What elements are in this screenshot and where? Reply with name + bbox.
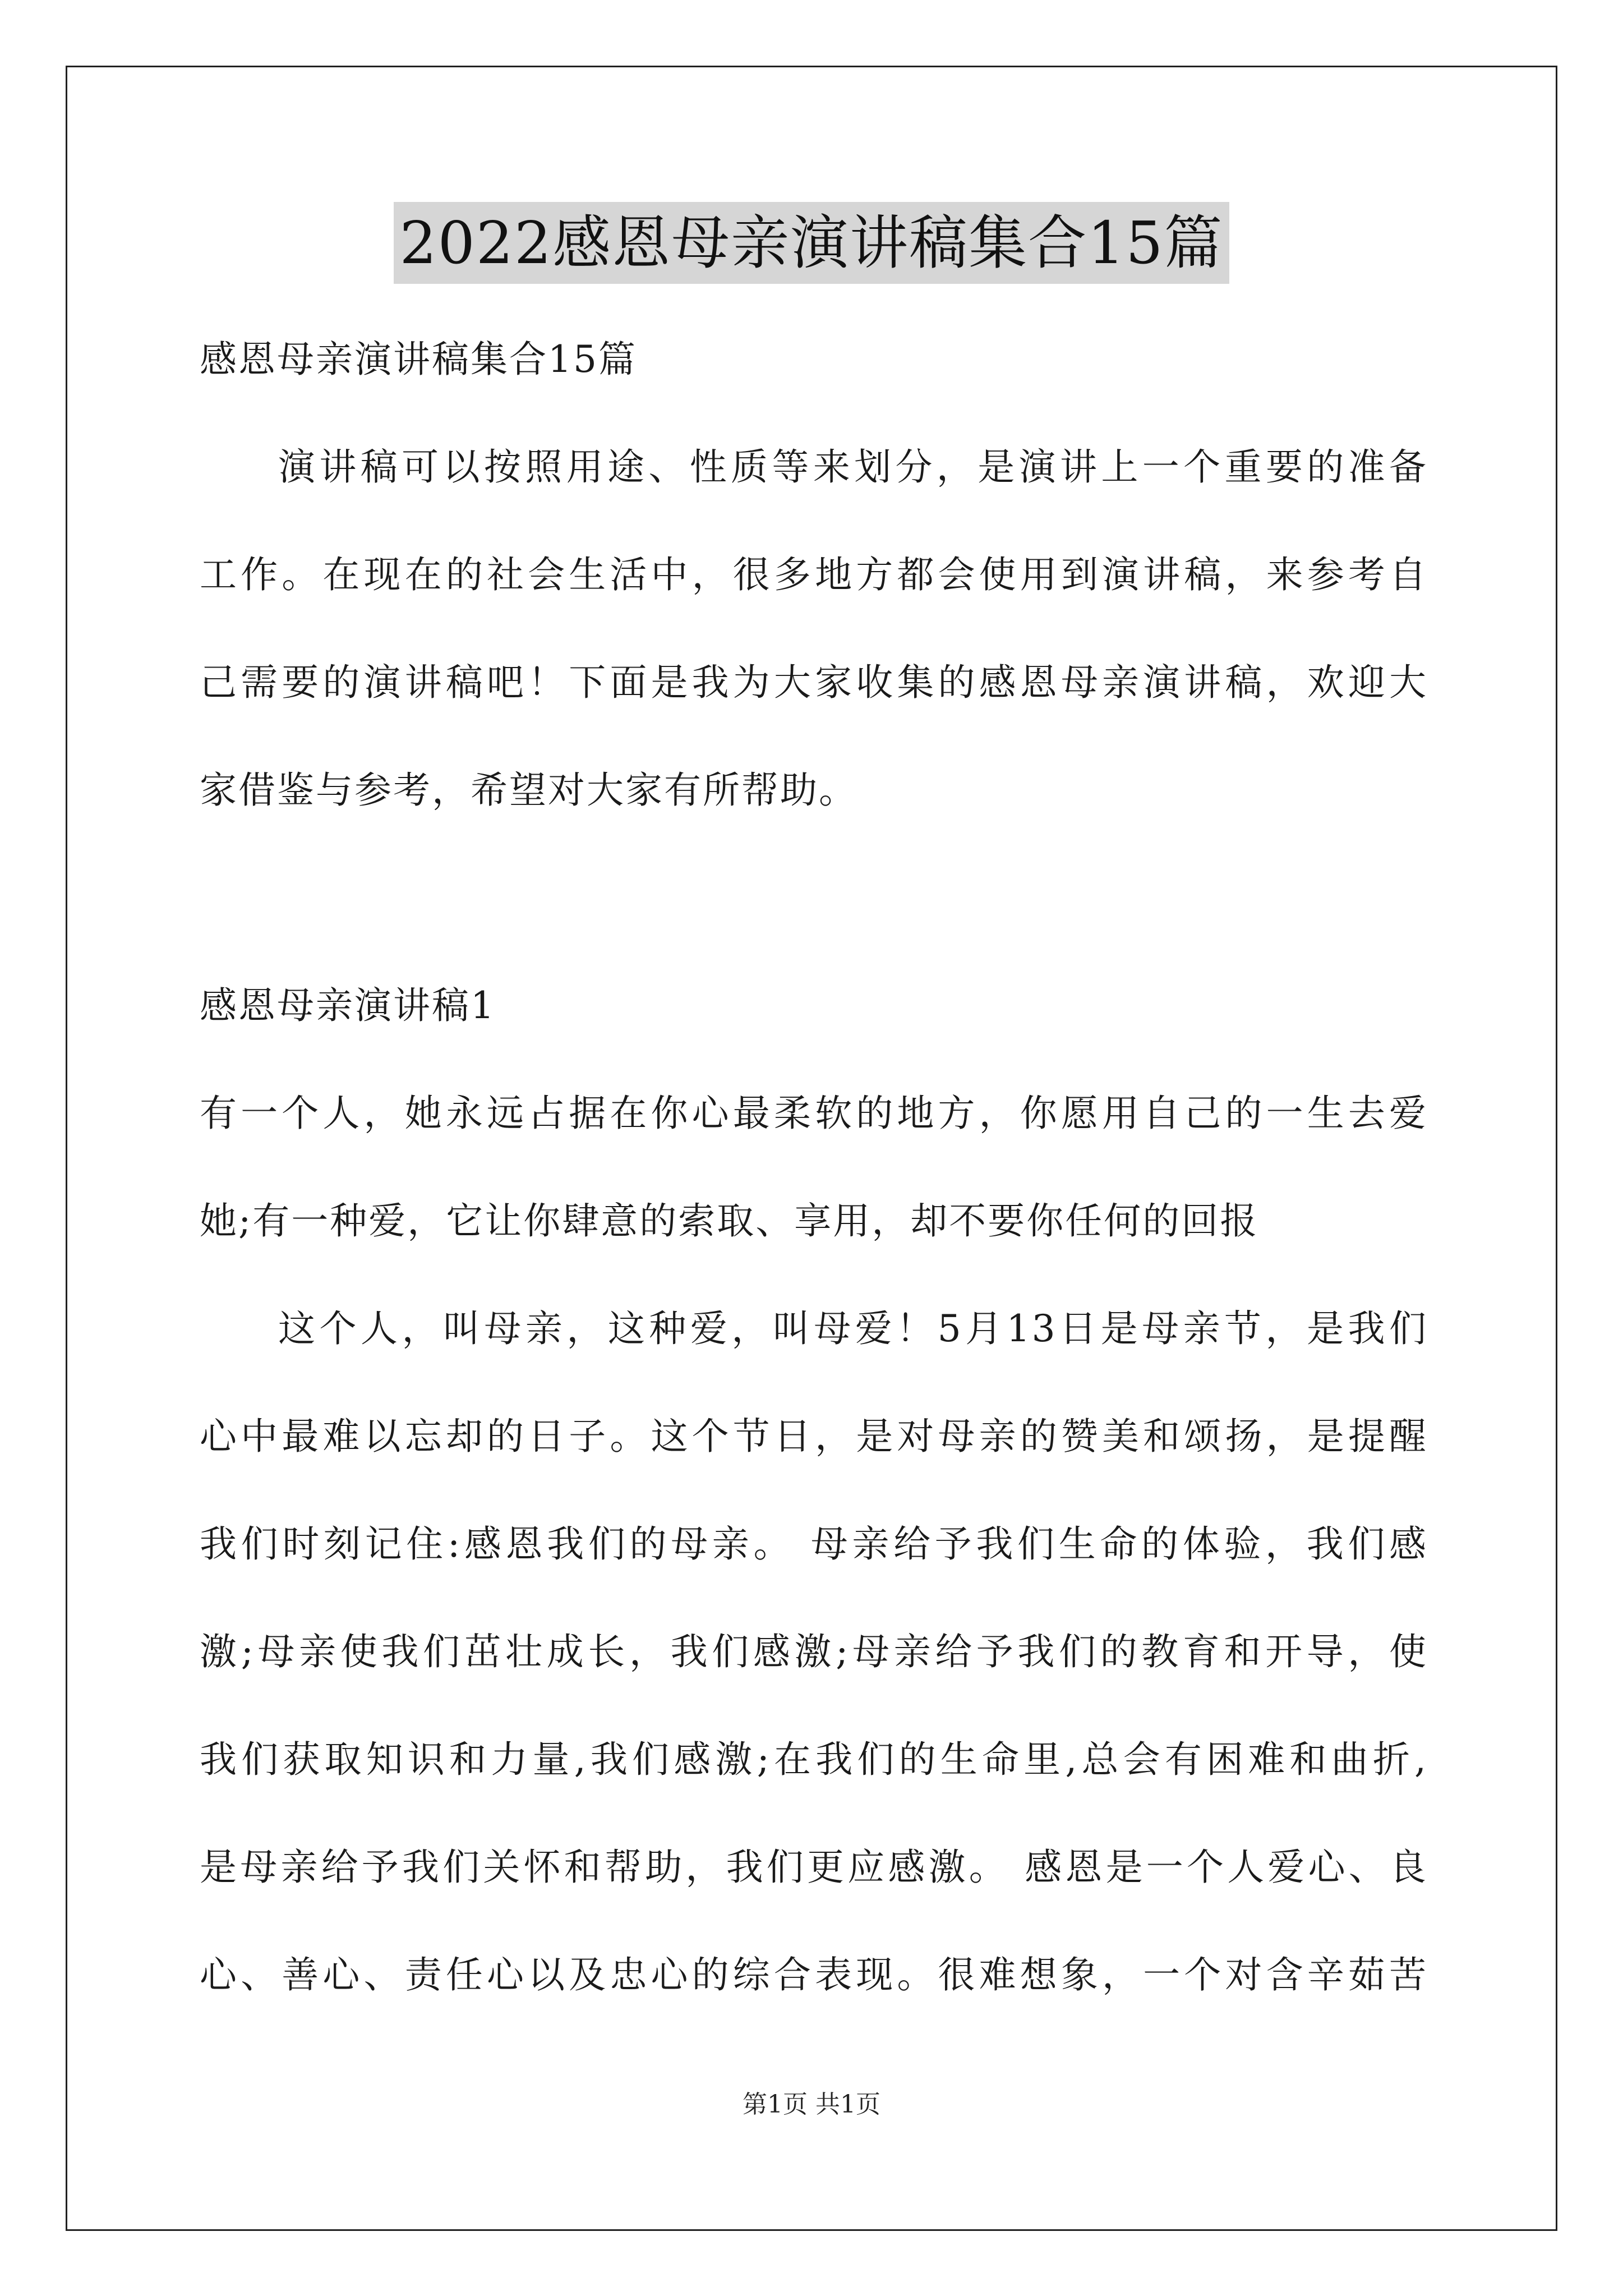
paragraph-line: 有一个人，她永远占据在你心最柔软的地方，你愿用自己的一生去爱 xyxy=(200,1092,1428,1135)
paragraph-line: 心中最难以忘却的日子。这个节日，是对母亲的赞美和颂扬，是提醒 xyxy=(200,1415,1428,1458)
paragraph-line: 我们获取知识和力量,我们感激;在我们的生命里,总会有困难和曲折, xyxy=(200,1738,1428,1781)
paragraph-line: 心、善心、责任心以及忠心的综合表现。很难想象，一个对含辛茹苦 xyxy=(200,1953,1428,1996)
subtitle: 感恩母亲演讲稿集合15篇 xyxy=(200,338,637,381)
document-title: 2022感恩母亲演讲稿集合15篇 xyxy=(394,202,1229,284)
intro-line: 家借鉴与参考，希望对大家有所帮助。 xyxy=(200,769,857,812)
paragraph-line: 这个人，叫母亲，这种爱，叫母爱！5月13日是母亲节，是我们 xyxy=(278,1307,1428,1350)
intro-line: 工作。在现在的社会生活中，很多地方都会使用到演讲稿，来参考自 xyxy=(200,553,1428,596)
paragraph-line: 是母亲给予我们关怀和帮助，我们更应感激。 感恩是一个人爱心、良 xyxy=(200,1846,1428,1889)
paragraph-line: 我们时刻记住:感恩我们的母亲。 母亲给予我们生命的体验，我们感 xyxy=(200,1522,1428,1566)
document-body xyxy=(200,306,1428,2029)
section-heading: 感恩母亲演讲稿1 xyxy=(200,984,496,1027)
paragraph-line: 激;母亲使我们茁壮成长，我们感激;母亲给予我们的教育和开导，使 xyxy=(200,1630,1428,1673)
title-wrap xyxy=(0,202,1623,284)
paragraph-line: 她;有一种爱，它让你肆意的索取、享用，却不要你任何的回报 xyxy=(200,1199,1259,1243)
page-footer: 第1页 共1页 xyxy=(743,2090,880,2119)
intro-line: 演讲稿可以按照用途、性质等来划分，是演讲上一个重要的准备 xyxy=(278,445,1428,489)
paragraph-gap xyxy=(200,844,1428,952)
intro-line: 己需要的演讲稿吧！下面是我为大家收集的感恩母亲演讲稿，欢迎大 xyxy=(200,661,1428,704)
